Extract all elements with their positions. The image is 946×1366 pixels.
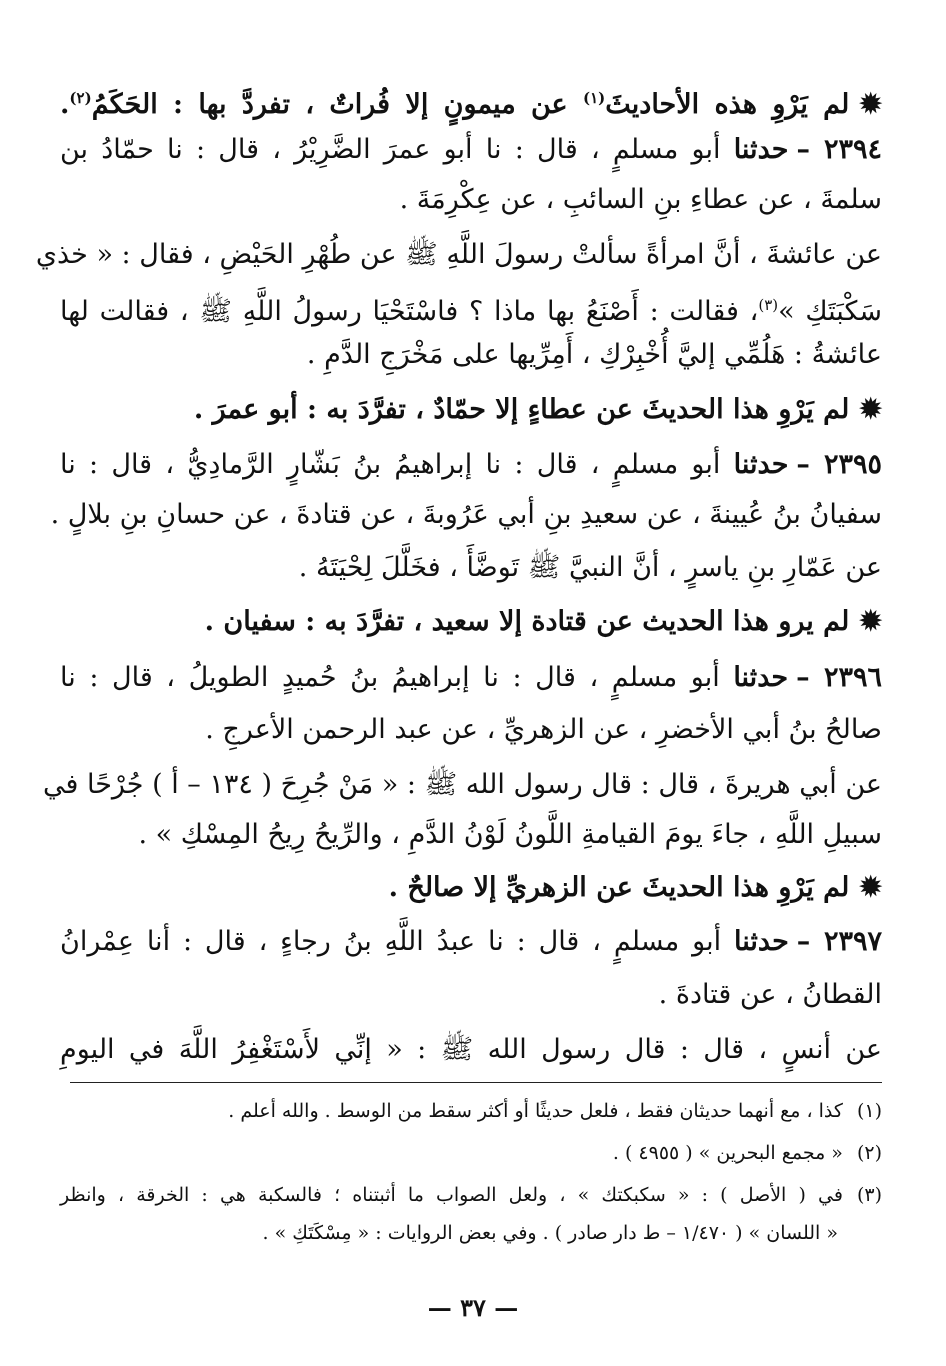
note-text: لم يرو هذا الحديث عن قتادة إلا سعيد ، تفرَّدَ به : سفيان . bbox=[204, 606, 850, 637]
hadith-line bbox=[50, 495, 882, 535]
hadith-number: ٢٣٩٦ – bbox=[796, 662, 882, 693]
footnote-continuation bbox=[60, 1218, 838, 1248]
hadith-text: سلمةَ ، عن عطاءِ بنِ السائبِ ، عن عِكْرِمَةَ . bbox=[399, 184, 882, 215]
star-marker: ✹ bbox=[859, 89, 882, 120]
footnote-text: « مجمع البحرين » ( ٤٩٥٥ ) . bbox=[612, 1142, 843, 1164]
note-text: عن ميمونٍ إلا فُراتٌ ، تفردَّ بها : الحَكَمُ bbox=[91, 89, 583, 120]
hadith-line bbox=[60, 658, 882, 698]
hadith-number: ٢٣٩٥ – bbox=[796, 449, 883, 480]
hadith-text: عن عَمّارِ بنِ ياسرٍ ، أنَّ النبيَّ ﷺ تَوضَّأَ ، فخَلَّلَ لِحْيَتَهُ . bbox=[298, 552, 882, 583]
note-text: . bbox=[60, 89, 70, 120]
hadith-text: عن عائشةَ ، أنَّ امرأةً سألتْ رسولَ اللَّهِ ﷺ عن طُهْرِ الحَيْضِ ، فقال : « خذي bbox=[35, 239, 882, 270]
hadith-line bbox=[60, 1030, 882, 1070]
footnote-ref[interactable]: (٣) bbox=[758, 296, 779, 314]
hadith-line bbox=[43, 765, 882, 805]
star-marker: ✹ bbox=[859, 872, 882, 903]
hadith-text: القطانُ ، عن قتادةَ . bbox=[658, 979, 882, 1010]
hadith-line bbox=[60, 130, 882, 170]
hadith-line bbox=[60, 548, 882, 588]
hadith-number: ٢٣٩٧ – bbox=[796, 926, 882, 957]
footnote-text: « اللسان » ( ١/٤٧٠ – ط دار صادر ) . وفي بعض الروايات : « مِسْكَتَكِ » . bbox=[262, 1222, 838, 1244]
hadith-text: عائشةُ : هَلُمِّي إليَّ أُخْبِرْكِ ، أَمِرِّيها على مَخْرَجِ الدَّمِ . bbox=[306, 339, 882, 370]
hadith-text: صالحُ بنُ أبي الأخضرِ ، عن الزهريِّ ، عن عبد الرحمن الأعرجِ . bbox=[205, 714, 882, 745]
hadith-line bbox=[60, 975, 882, 1015]
hadith-text: سفيانُ بنُ عُيينةَ ، عن سعيدِ بنِ أبي عَرُوبةَ ، عن قتادةَ ، عن حسانِ بنِ بلالٍ . bbox=[50, 499, 882, 530]
footnote-ref[interactable]: (١) bbox=[583, 89, 606, 107]
hadith-text: سَكْبَتَكِ » bbox=[778, 296, 882, 327]
note-text: لم يَرْوِ هذا الحديثَ عن الزهريِّ إلا صالحٌ . bbox=[388, 872, 850, 903]
hadith-lead: حدثنا bbox=[733, 449, 789, 480]
hadith-lead: حدثنا bbox=[734, 926, 789, 957]
hadith-text: ، فقالت : أَصْنَعُ بها ماذا ؟ فاسْتَحْيَا رسولُ اللَّهِ ﷺ ، فقالت لها bbox=[60, 296, 759, 327]
footnote-ref[interactable]: (٢) bbox=[69, 89, 92, 107]
hadith-line bbox=[60, 445, 882, 485]
note-line bbox=[60, 602, 882, 642]
star-marker: ✹ bbox=[859, 606, 882, 637]
footnote-text: كذا ، مع أنهما حديثان فقط ، فلعل حديثًا أو أكثر سقط من الوسط . والله أعلم . bbox=[228, 1100, 843, 1122]
hadith-line bbox=[35, 235, 882, 275]
hadith-lead: حدثنا bbox=[733, 134, 789, 165]
hadith-line bbox=[60, 285, 882, 332]
hadith-text: أبو مسلمٍ ، قال : نا إبراهيمُ بنُ حُميدٍ الطويلُ ، قال : نا bbox=[60, 662, 734, 693]
hadith-text: أبو مسلمٍ ، قال : نا أبو عمرَ الضَّرِيْرُ ، قال : نا حمّادُ بن bbox=[60, 134, 734, 165]
hadith-text: عن أبي هريرةَ ، قال : قال رسول الله ﷺ : « مَنْ جُرِحَ ( ١٣٤ – أ ) جُرْحًا في bbox=[43, 769, 882, 800]
footnote bbox=[60, 1096, 882, 1126]
footnote bbox=[60, 1138, 882, 1168]
hadith-text: أبو مسلمٍ ، قال : نا إبراهيمُ بنُ بَشّارٍ الرَّمادِيُّ ، قال : نا bbox=[60, 449, 734, 480]
hadith-line bbox=[60, 180, 882, 220]
footnote-number: (٣) bbox=[856, 1184, 882, 1206]
hadith-lead: حدثنا bbox=[733, 662, 789, 693]
hadith-line bbox=[60, 710, 882, 750]
hadith-line bbox=[60, 335, 882, 375]
hadith-number: ٢٣٩٤ – bbox=[796, 134, 882, 165]
hadith-line bbox=[60, 922, 882, 962]
hadith-text: أبو مسلمٍ ، قال : نا عبدُ اللَّهِ بنُ رجاءٍ ، قال : أنا عِمْرانُ bbox=[60, 926, 735, 957]
hadith-text: سبيلِ اللَّهِ ، جاءَ يومَ القيامةِ اللَّونُ لَوْنُ الدَّمِ ، والرِّيحُ رِيحُ المِسْكِ » . bbox=[138, 819, 882, 850]
footnote-divider bbox=[70, 1082, 882, 1083]
note-line bbox=[60, 78, 882, 125]
hadith-line bbox=[60, 815, 882, 855]
note-line bbox=[60, 868, 882, 908]
star-marker: ✹ bbox=[859, 394, 882, 425]
page-number: — ٣٧ — bbox=[427, 1293, 519, 1322]
note-line bbox=[60, 390, 882, 430]
note-text: لم يَرْوِ هذه الأحاديثَ bbox=[605, 89, 850, 120]
note-text: لم يَرْوِ هذا الحديثَ عن عطاءٍ إلا حمّادٌ ، تفرَّدَ به : أبو عمرَ . bbox=[193, 394, 850, 425]
footnote-text: في ( الأصل ) : « سكبكتك » ، ولعل الصواب ما أثبتناه ؛ فالسكبة هي : الخرقة ، وانظر bbox=[60, 1184, 843, 1206]
footnote bbox=[60, 1180, 882, 1210]
hadith-text: عن أنسٍ ، قال : قال رسول الله ﷺ : « إنِّي لأَسْتَغْفِرُ اللَّهَ في اليومِ bbox=[60, 1034, 882, 1065]
footnote-number: (١) bbox=[856, 1100, 882, 1122]
footnote-number: (٢) bbox=[856, 1142, 882, 1164]
